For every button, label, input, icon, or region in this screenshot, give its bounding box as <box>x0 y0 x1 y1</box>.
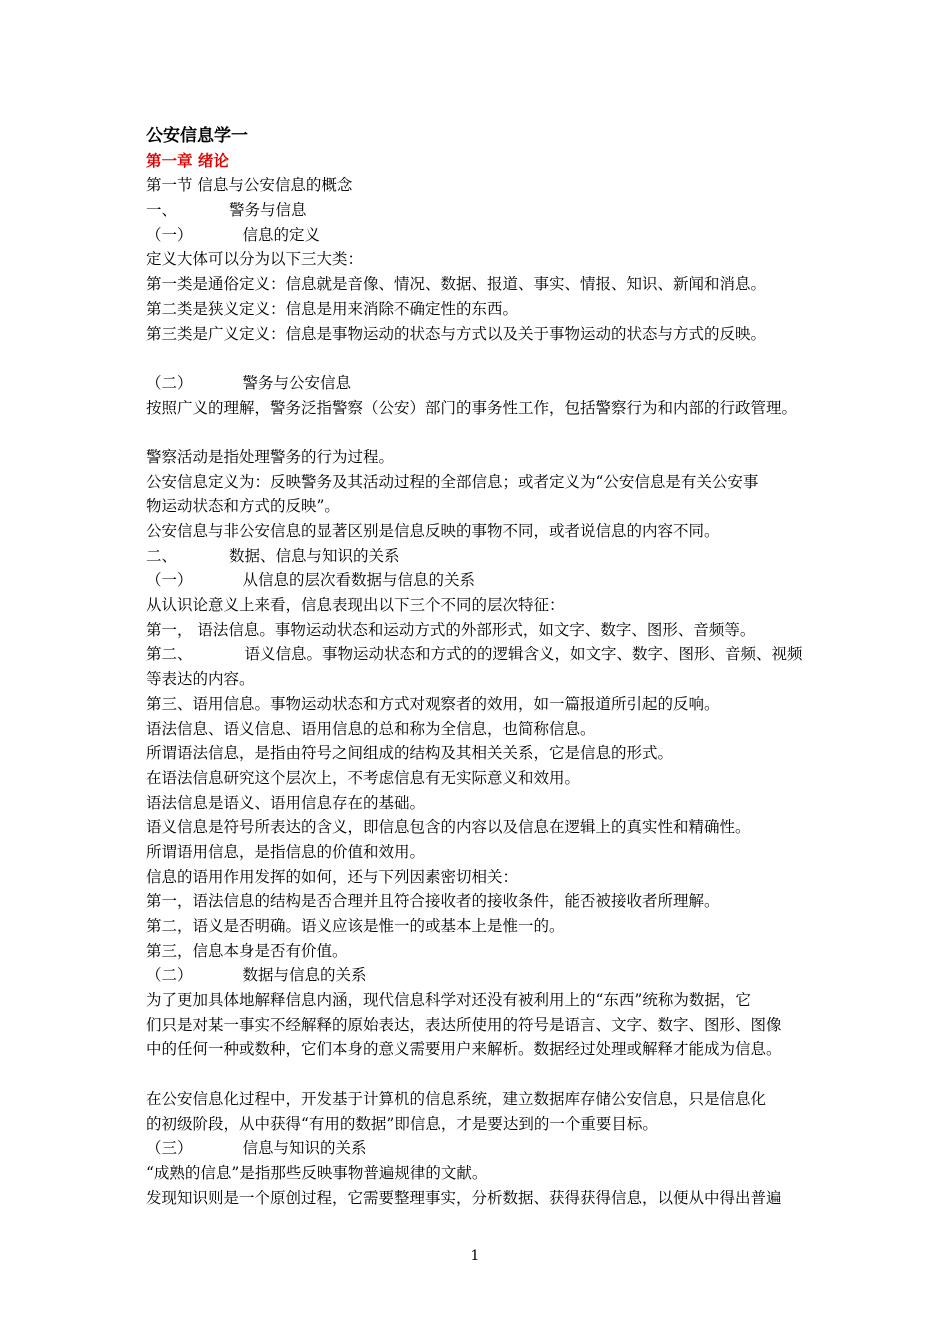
paragraph: 第三、语用信息。事物运动状态和方式对观察者的效用，如一篇报道所引起的反响。 <box>146 694 720 713</box>
heading-number: 一、 <box>146 201 178 220</box>
heading-number: 二、 <box>146 546 178 565</box>
list-number: 第二、 <box>146 645 193 664</box>
paragraph: 信息的语用作用发挥的如何，还与下列因素密切相关： <box>146 867 519 886</box>
paragraph-continued: 物运动状态和方式的反映”。 <box>146 497 340 516</box>
paragraph: 第一，语法信息的结构是否合理并且符合接收者的接收条件，能否被接收者所理解。 <box>146 892 720 911</box>
heading-text: 信息与知识的关系 <box>242 1139 367 1158</box>
heading-1 <box>146 198 826 223</box>
heading-text: 信息的定义 <box>242 225 321 244</box>
heading-number: （三） <box>146 1139 193 1158</box>
chapter-heading: 第一章 绪论 <box>146 151 229 170</box>
page-number: 1 <box>470 1248 480 1264</box>
heading-number: （一） <box>146 225 193 244</box>
section-heading: 第一节 信息与公安信息的概念 <box>146 176 353 195</box>
document-body <box>146 124 826 1210</box>
paragraph: 定义大体可以分为以下三大类： <box>146 250 364 269</box>
paragraph: 在语法信息研究这个层次上，不考虑信息有无实际意义和效用。 <box>146 768 581 787</box>
paragraph-continued: 们只是对某一事实不经解释的原始表达，表达所使用的符号是语言、文字、数字、图形、图像 <box>146 1015 782 1034</box>
heading-text: 从信息的层次看数据与信息的关系 <box>242 571 476 590</box>
heading-number: （二） <box>146 966 193 985</box>
paragraph: 所谓语法信息，是指由符号之间组成的结构及其相关关系，它是信息的形式。 <box>146 744 674 763</box>
heading-number: （二） <box>146 373 193 392</box>
paragraph: 语法信息是语义、语用信息存在的基础。 <box>146 793 426 812</box>
paragraph: 在公安信息化过程中，开发基于计算机的信息系统，建立数据库存储公安信息，只是信息化 <box>146 1089 767 1108</box>
paragraph: 第一类是通俗定义：信息就是音像、情况、数据、报道、事实、情报、知识、新闻和消息。 <box>146 275 767 294</box>
heading-2-3 <box>146 1136 826 1161</box>
heading-text: 数据、信息与知识的关系 <box>229 546 400 565</box>
paragraph: 第三，信息本身是否有价值。 <box>146 941 348 960</box>
paragraph-continued: 的初级阶段，从中获得“有用的数据”即信息，才是要达到的一个重要目标。 <box>146 1114 658 1133</box>
paragraph: 第二，语义是否明确。语义应该是惟一的或基本上是惟一的。 <box>146 917 565 935</box>
list-text: 语义信息。事物运动状态和方式的的逻辑含义，如文字、数字、图形、音频、视频 <box>244 645 803 664</box>
paragraph: 警察活动是指处理警务的行为过程。 <box>146 447 395 466</box>
paragraph: 公安信息定义为：反映警务及其活动过程的全部信息；或者定义为“公安信息是有关公安事 <box>146 472 759 491</box>
heading-2-2 <box>146 963 826 988</box>
paragraph: 第三类是广义定义：信息是事物运动的状态与方式以及关于事物运动的状态与方式的反映。 <box>146 324 767 343</box>
paragraph-continued: 中的任何一种或数种，它们本身的意义需要用户来解析。数据经过处理或解释才能成为信息。 <box>146 1040 782 1059</box>
paragraph: 所谓语用信息，是指信息的价值和效用。 <box>146 842 426 861</box>
paragraph: 语法信息、语义信息、语用信息的总和称为全信息，也简称信息。 <box>146 719 596 738</box>
paragraph <box>146 642 826 667</box>
heading-text: 警务与公安信息 <box>242 373 352 392</box>
document-title: 公安信息学一 <box>146 126 248 146</box>
paragraph-continued: 等表达的内容。 <box>146 670 255 689</box>
heading-1-2 <box>146 371 826 396</box>
heading-2-1 <box>146 568 826 593</box>
paragraph: 语义信息是符号所表达的含义，即信息包含的内容以及信息在逻辑上的真实性和精确性。 <box>146 818 751 837</box>
paragraph: 第一， 语法信息。事物运动状态和运动方式的外部形式，如文字、数字、图形、音频等。 <box>146 620 756 639</box>
heading-1-1 <box>146 223 826 248</box>
paragraph: 为了更加具体地解释信息内涵，现代信息科学对还没有被利用上的“东西”统称为数据，它 <box>146 991 751 1010</box>
paragraph: 第二类是狭义定义：信息是用来消除不确定性的东西。 <box>146 299 519 318</box>
paragraph: 从认识论意义上来看，信息表现出以下三个不同的层次特征： <box>146 596 565 615</box>
paragraph: 按照广义的理解，警务泛指警察（公安）部门的事务性工作，包括警察行为和内部的行政管理。 <box>146 398 798 417</box>
paragraph: 发现知识则是一个原创过程，它需要整理事实，分析数据、获得获得信息，以便从中得出普遍 <box>146 1188 782 1207</box>
heading-2 <box>146 544 826 569</box>
paragraph: 公安信息与非公安信息的显著区别是信息反映的事物不同，或者说信息的内容不同。 <box>146 522 720 540</box>
heading-number: （一） <box>146 571 193 590</box>
paragraph: “成熟的信息”是指那些反映事物普遍规律的文献。 <box>146 1163 488 1182</box>
heading-text: 数据与信息的关系 <box>242 966 367 985</box>
heading-text: 警务与信息 <box>229 201 307 220</box>
